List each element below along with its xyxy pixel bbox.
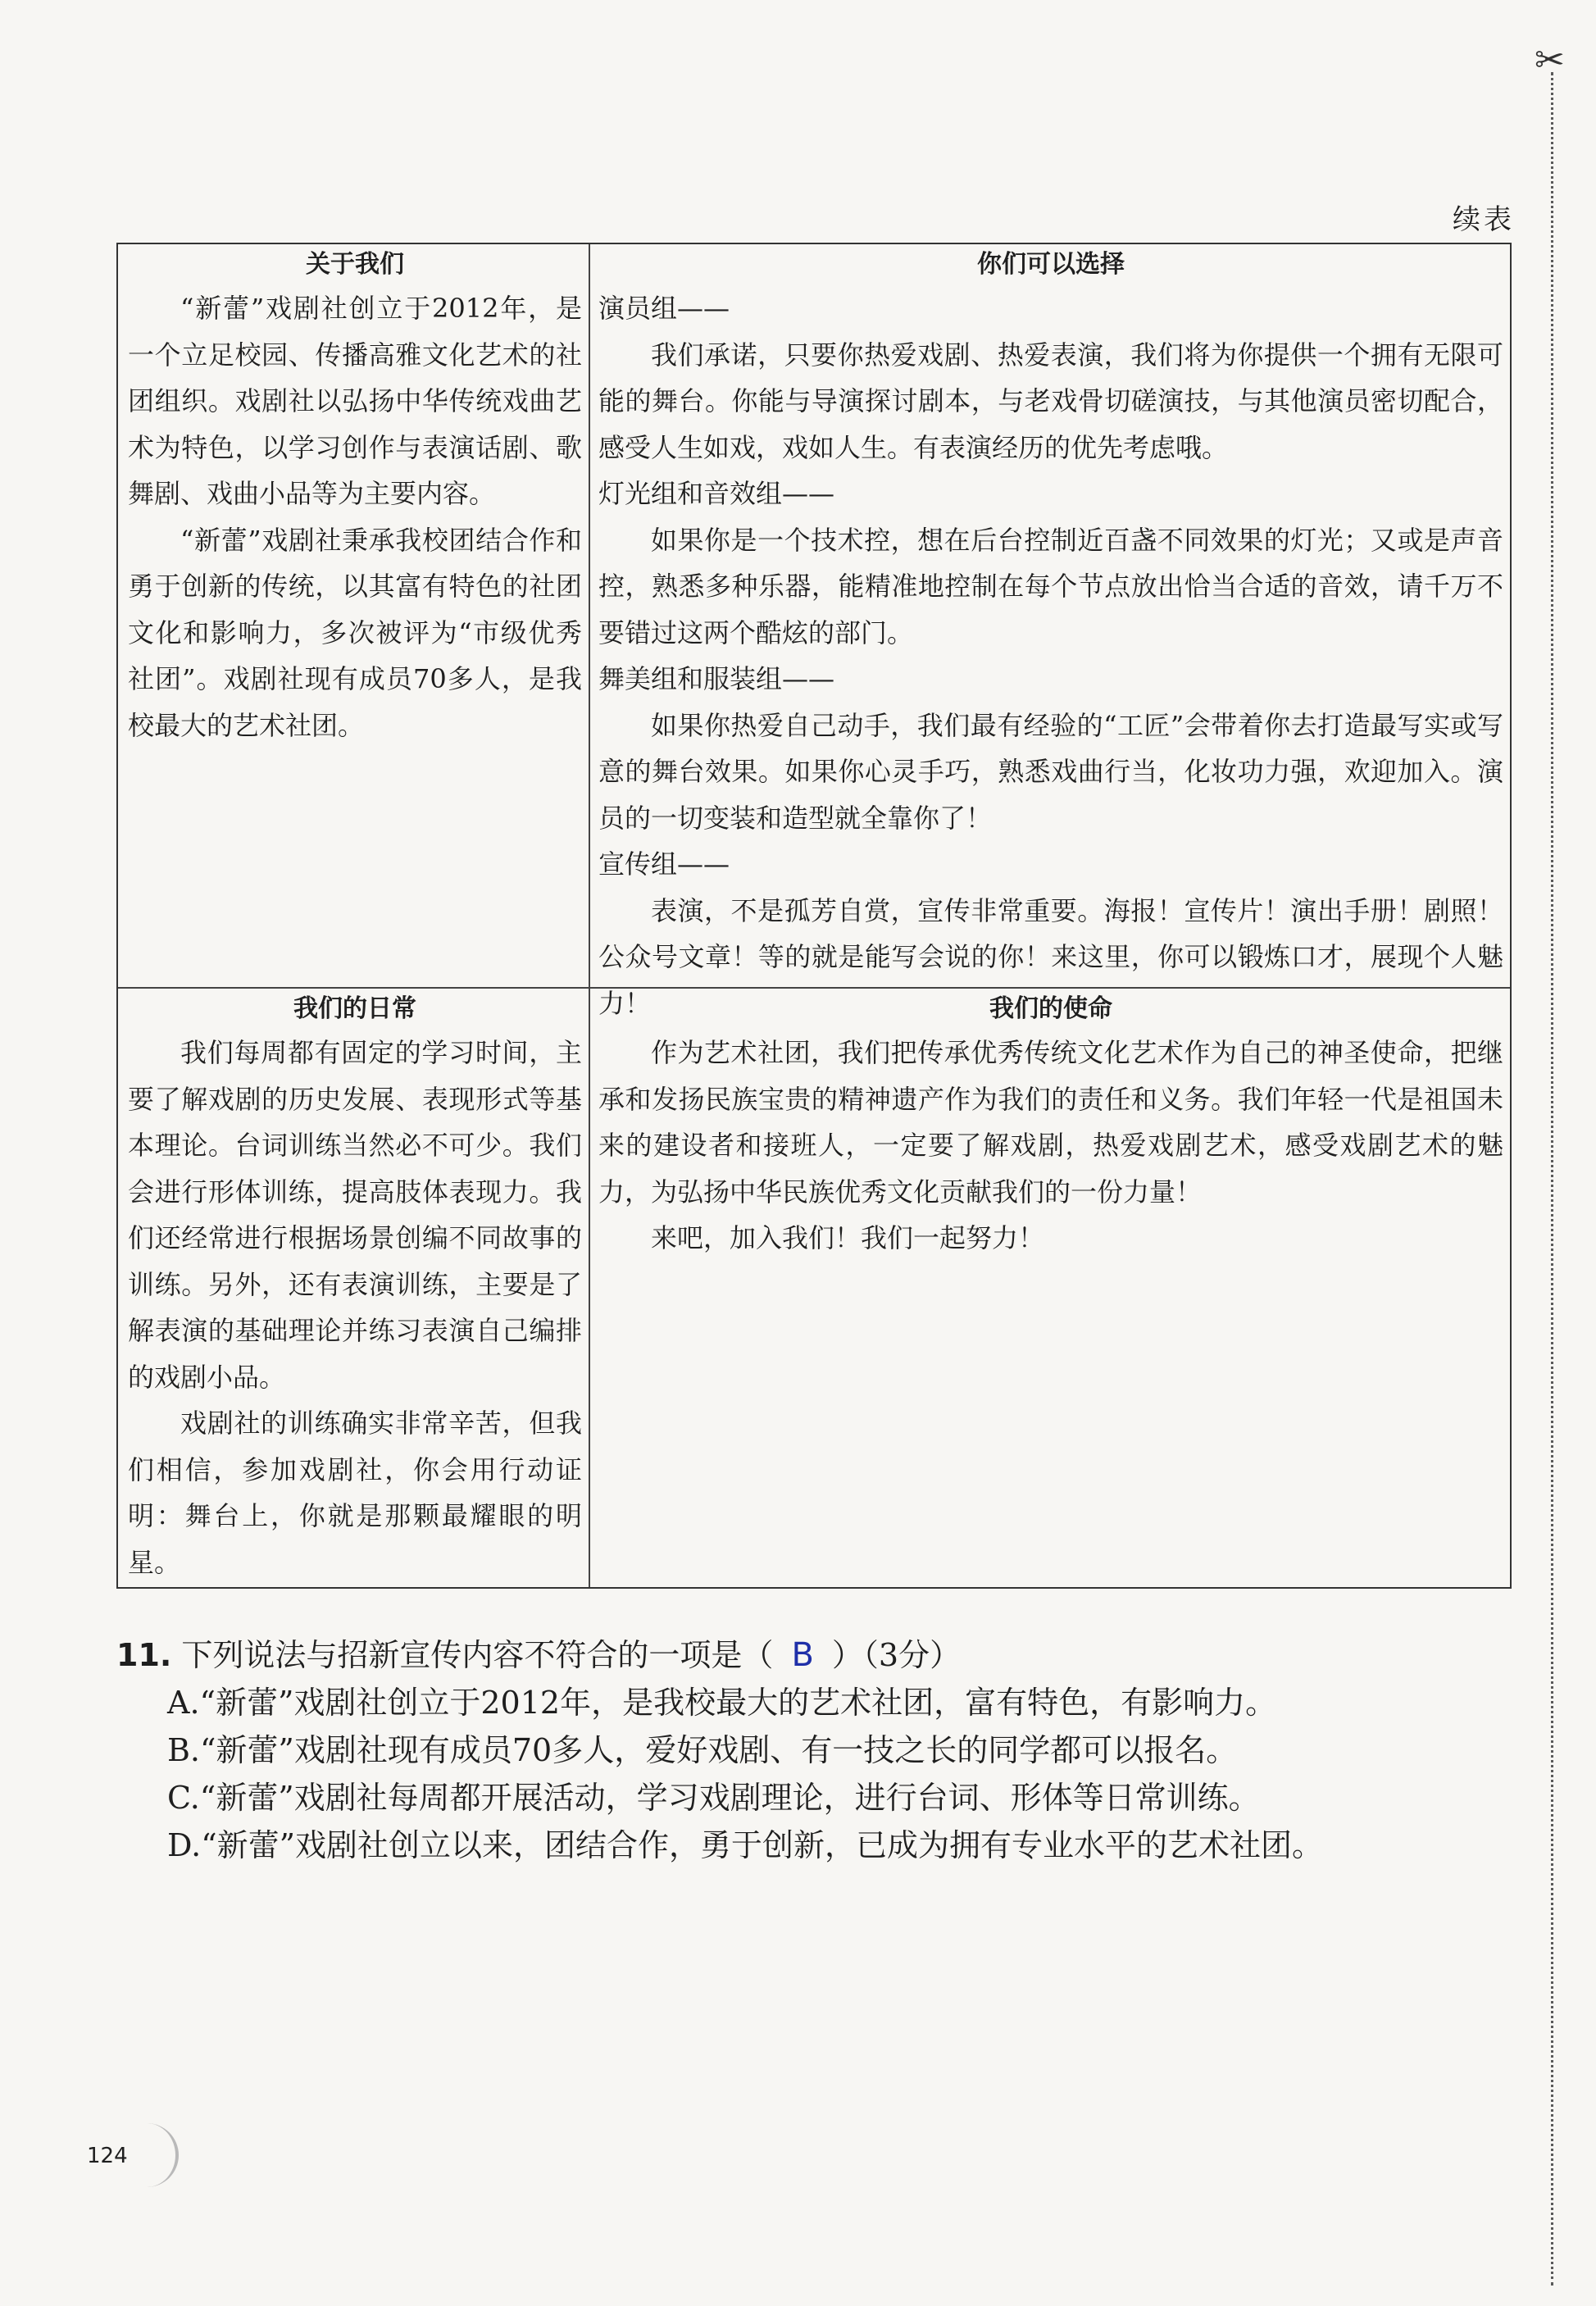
answer-mark: B bbox=[791, 1636, 814, 1674]
group-name-stage-costume: 舞美组和服装组—— bbox=[598, 663, 835, 694]
group-text-stage-costume: 如果你热爱自己动手，我们最有经验的“工匠”会带着你去打造最写实或写意的舞台效果。如果你心灵手巧，熟悉戏曲行当，化妆功力强，欢迎加入。演员的一切变装和造型就全靠你了！ bbox=[598, 709, 1503, 834]
about-us-paragraph: “新蕾”戏剧社秉承我校团结合作和勇于创新的传统，以其富有特色的社团文化和影响力，多次被评为“市级优秀社团”。戏剧社现有成员70多人，是我校最大的艺术社团。 bbox=[128, 524, 582, 741]
continued-table-label: 续表 bbox=[1453, 203, 1515, 236]
question-stem bbox=[116, 1631, 1526, 1679]
question-stem-text: 下列说法与招新宣传内容不符合的一项是（ bbox=[181, 1637, 774, 1673]
group-name-publicity: 宣传组—— bbox=[598, 848, 730, 880]
group-name-actors: 演员组—— bbox=[598, 293, 730, 324]
option-d: D.“新蕾”戏剧社创立以来，团结合作，勇于创新，已成为拥有专业水平的艺术社团。 bbox=[167, 1827, 1324, 1863]
option-b: B.“新蕾”戏剧社现有成员70多人，爱好戏剧、有一技之长的同学都可以报名。 bbox=[167, 1732, 1238, 1768]
mission-cell bbox=[590, 989, 1512, 1589]
mission-paragraph: 来吧，加入我们！我们一起努力！ bbox=[651, 1222, 1045, 1253]
group-name-lighting-sound: 灯光组和音效组—— bbox=[598, 478, 835, 509]
group-text-actors: 我们承诺，只要你热爱戏剧、热爱表演，我们将为你提供一个拥有无限可能的舞台。你能与导演探讨剧本，与老戏骨切磋演技，与其他演员密切配合，感受人生如戏，戏如人生。有表演经历的优先考虑哦。 bbox=[598, 339, 1503, 463]
mission-heading: 我们的使命 bbox=[989, 994, 1112, 1023]
question-11 bbox=[116, 1631, 1526, 1869]
choices-heading: 你们可以选择 bbox=[977, 250, 1125, 279]
option-c: C.“新蕾”戏剧社每周都开展活动，学习戏剧理论，进行台词、形体等日常训练。 bbox=[167, 1780, 1260, 1816]
daily-cell bbox=[118, 989, 589, 1589]
scissors-icon: ✂ bbox=[1535, 39, 1565, 81]
daily-paragraph: 我们每周都有固定的学习时间，主要了解戏剧的历史发展、表现形式等基本理论。台词训练当然必不可少。我们会进行形体训练，提高肢体表现力。我们还经常进行根据场景创编不同故事的训练。另外，还有表演训练，主要是了解表演的基础理论并练习表演自己编排的戏剧小品。 bbox=[128, 1037, 582, 1393]
daily-heading: 我们的日常 bbox=[293, 994, 416, 1023]
about-us-paragraph: “新蕾”戏剧社创立于2012年，是一个立足校园、传播高雅文化艺术的社团组织。戏剧社以弘扬中华传统戏曲艺术为特色，以学习创作与表演话剧、歌舞剧、戏曲小品等为主要内容。 bbox=[128, 293, 582, 509]
recruitment-table bbox=[116, 243, 1512, 1589]
question-points: ）（3分） bbox=[831, 1637, 962, 1673]
daily-paragraph: 戏剧社的训练确实非常辛苦，但我们相信，参加戏剧社，你会用行动证明：舞台上，你就是那颗最耀眼的明星。 bbox=[128, 1408, 582, 1578]
option-a: A.“新蕾”戏剧社创立于2012年，是我校最大的艺术社团，富有特色，有影响力。 bbox=[167, 1685, 1277, 1721]
group-text-publicity: 表演，不是孤芳自赏，宣传非常重要。海报！宣传片！演出手册！剧照！公众号文章！等的就是能写会说的你！来这里，你可以锻炼口才，展现个人魅力！ bbox=[598, 894, 1503, 1019]
cut-line bbox=[1551, 72, 1553, 2286]
question-number: 11. bbox=[116, 1637, 172, 1673]
about-us-heading: 关于我们 bbox=[306, 250, 404, 279]
group-text-lighting-sound: 如果你是一个技术控，想在后台控制近百盏不同效果的灯光；又或是声音控，熟悉多种乐器，能精准地控制在每个节点放出恰当合适的音效，请千万不要错过这两个酷炫的部门。 bbox=[598, 524, 1503, 648]
page-number: 124 bbox=[87, 2144, 128, 2168]
about-us-cell bbox=[118, 244, 589, 987]
mission-paragraph: 作为艺术社团，我们把传承优秀传统文化艺术作为自己的神圣使命，把继承和发扬民族宝贵的精神遗产作为我们的责任和义务。我们年轻一代是祖国未来的建设者和接班人，一定要了解戏剧，热爱戏剧艺术，感受戏剧艺术的魅力，为弘扬中华民族优秀文化贡献我们的一份力量！ bbox=[598, 1037, 1503, 1208]
